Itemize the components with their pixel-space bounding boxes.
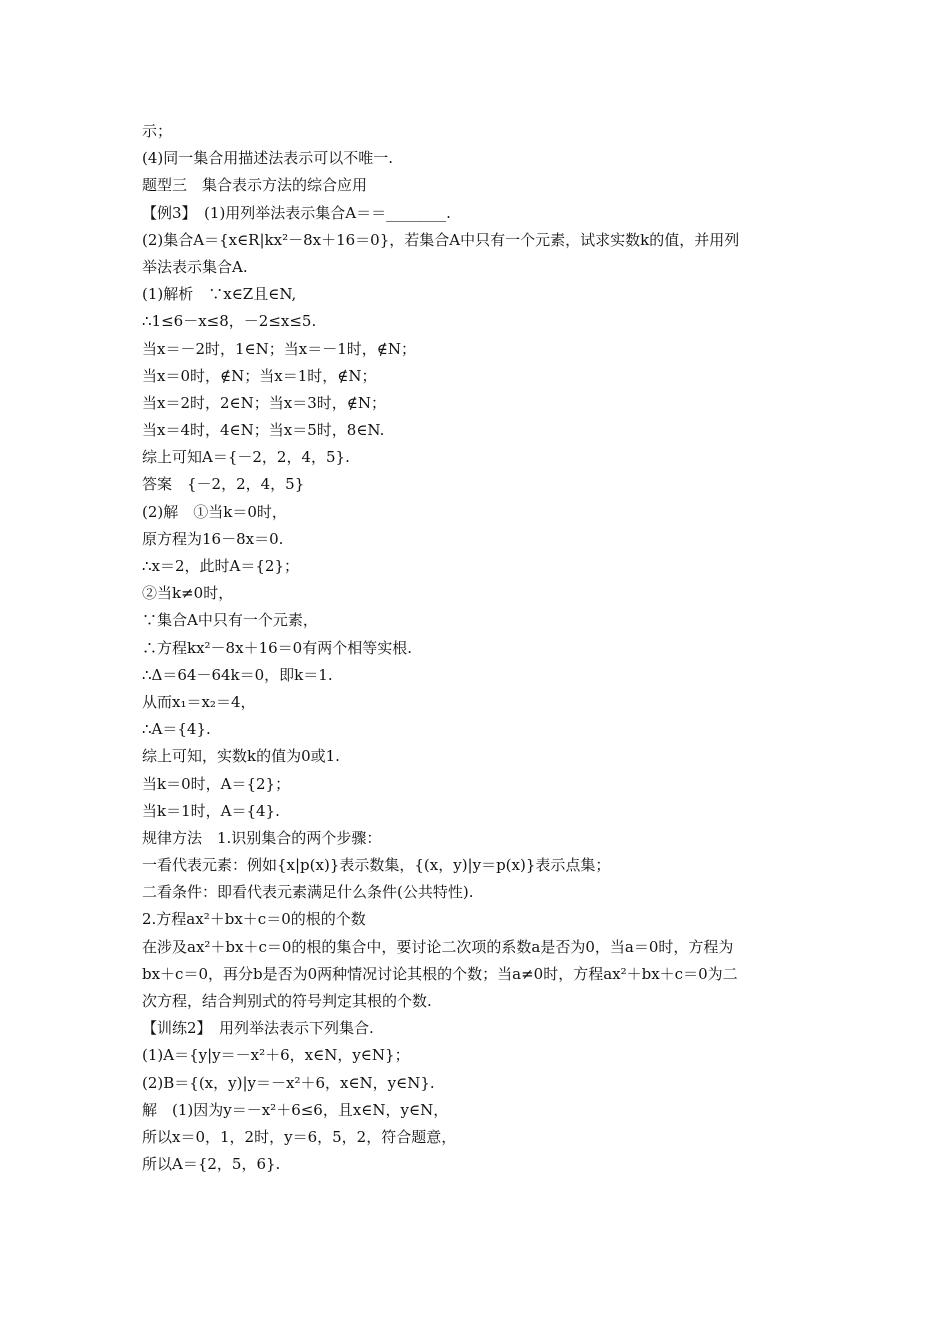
example-3-part-2-line-1: (2)集合A＝{x∈R|kx²－8x＋16＝0}，若集合A中只有一个元素，试求实数k的值，并用列 [142, 230, 740, 249]
text-line-2: (4)同一集合用描述法表示可以不唯一. [142, 149, 394, 168]
text-line-1: 示； [142, 122, 173, 140]
solution-2-line-3: ∴x＝2，此时A＝{2}； [142, 557, 300, 575]
practice-2-item-1: (1)A＝{y|y＝－x²＋6，x∈N，y∈N}； [142, 1046, 410, 1065]
method-line-1: 一看代表元素：例如{x|p(x)}表示数集，{(x，y)|y＝p(x)}表示点集； [142, 856, 611, 875]
solution-2-line-5: ∵集合A中只有一个元素， [142, 611, 318, 630]
solution-line-7: 综上可知A＝{－2，2，4，5}. [142, 448, 350, 467]
solution-2-line-8: 从而x₁＝x₂＝4， [142, 692, 256, 711]
solution-2-line-1: (2)解 ①当k＝0时， [142, 502, 287, 521]
solution-2-line-7: ∴Δ＝64－64k＝0，即k＝1. [142, 665, 333, 684]
example-3-part-1: 【例3】 (1)用列举法表示集合A＝＝________. [142, 203, 451, 222]
example-3-part-2-line-2: 举法表示集合A. [142, 257, 248, 276]
method-line-3: 2.方程ax²＋bx＋c＝0的根的个数 [142, 910, 366, 929]
answer-line: 答案 {－2，2，4，5} [142, 475, 305, 494]
solution-2-line-4: ②当k≠0时， [142, 584, 234, 603]
solution-line-1: (1)解析 ∵x∈Z且∈N, [142, 285, 297, 304]
solution-2-line-2: 原方程为16－8x＝0. [142, 529, 284, 548]
method-line-4: 在涉及ax²＋bx＋c＝0的根的集合中，要讨论二次项的系数a是否为0，当a＝0时，方程为 [142, 937, 734, 956]
method-line-6: 次方程，结合判别式的符号判定其根的个数. [142, 992, 432, 1010]
method-line-2: 二看条件：即看代表元素满足什么条件(公共特性). [142, 883, 474, 902]
solution-line-5: 当x＝2时，2∈N；当x＝3时，∉N； [142, 393, 387, 412]
solution-line-3: 当x＝－2时，1∈N；当x＝－1时，∉N； [142, 339, 417, 358]
practice-solution-line-2: 所以x＝0，1，2时，y＝6，5，2，符合题意， [142, 1127, 457, 1146]
solution-2-line-10: 综上可知，实数k的值为0或1. [142, 747, 340, 766]
solution-2-line-9: ∴A＝{4}. [142, 720, 211, 739]
practice-2-heading: 【训练2】 用列举法表示下列集合. [142, 1019, 374, 1038]
solution-2-line-11: 当k＝0时，A＝{2}； [142, 774, 291, 793]
practice-solution-line-1: 解 (1)因为y＝－x²＋6≤6，且x∈N，y∈N， [142, 1100, 449, 1119]
solution-2-line-6: ∴方程kx²－8x＋16＝0有两个相等实根. [142, 638, 412, 657]
method-heading: 规律方法 1.识别集合的两个步骤： [142, 828, 382, 847]
method-line-5: bx＋c＝0，再分b是否为0两种情况讨论其根的个数；当a≠0时，方程ax²＋bx＋c＝0为二 [142, 964, 738, 983]
solution-2-line-12: 当k＝1时，A＝{4}. [142, 801, 280, 820]
solution-line-2: ∴1≤6－x≤8，－2≤x≤5. [142, 312, 317, 331]
practice-solution-line-3: 所以A＝{2，5，6}. [142, 1155, 281, 1174]
section-heading: 题型三 集合表示方法的综合应用 [142, 176, 368, 195]
solution-line-4: 当x＝0时，∉N；当x＝1时，∉N； [142, 366, 377, 385]
document-page [142, 118, 822, 1178]
practice-2-item-2: (2)B＝{(x，y)|y＝－x²＋6，x∈N，y∈N}. [142, 1073, 435, 1092]
solution-line-6: 当x＝4时，4∈N；当x＝5时，8∈N. [142, 421, 385, 440]
